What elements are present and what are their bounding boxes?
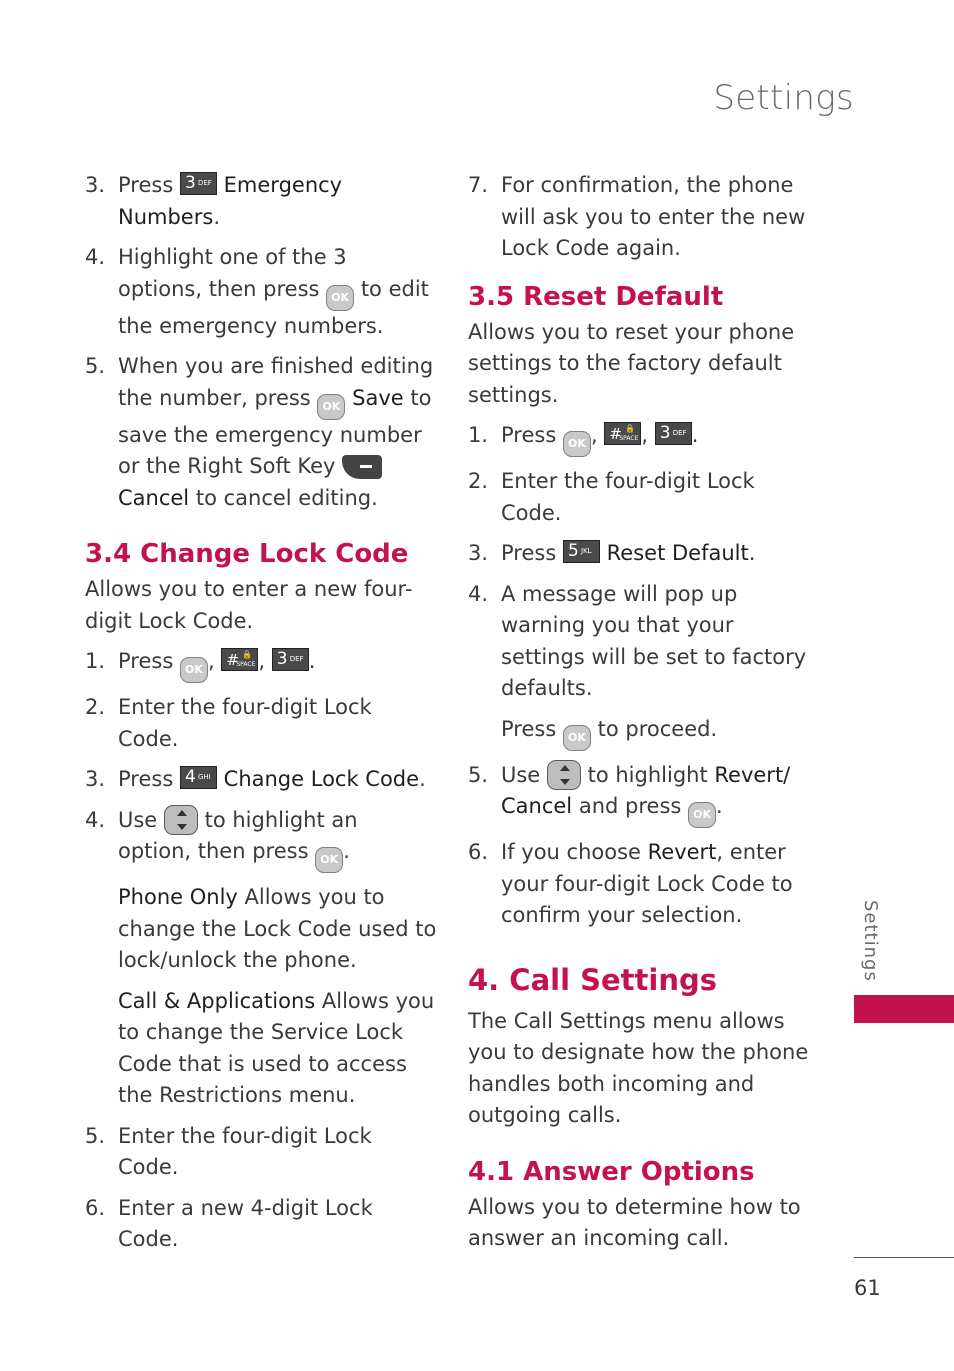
ok-key-icon: OK xyxy=(317,394,345,420)
list-item: 2. Enter the four-digit Lock Code. xyxy=(468,469,755,525)
list-item: 3. Press 5 JKL Reset Default. xyxy=(468,541,756,565)
left-column xyxy=(85,170,437,1265)
list-item: 2. Enter the four-digit Lock Code. xyxy=(85,695,372,751)
hash-key-icon: # 🔒 SPACE xyxy=(604,422,641,445)
ok-key-icon: OK xyxy=(563,725,591,751)
key-4-icon: 4 GHI xyxy=(180,766,217,789)
ok-key-icon: OK xyxy=(688,802,716,828)
page-number: 61 xyxy=(854,1276,881,1300)
footer-divider xyxy=(854,1257,954,1258)
section-intro: Allows you to reset your phone settings to the factory default settings. xyxy=(468,319,795,407)
list-item: 1. Press OK , # 🔒 SPACE , 3 DEF . xyxy=(468,420,820,457)
option-call-applications: Call & Applications Allows you to change the Service Lock Code that is used to access the Restrictions menu. xyxy=(118,988,435,1107)
key-3-icon: 3 DEF xyxy=(655,422,692,445)
ok-key-icon: OK xyxy=(180,657,208,683)
section-heading-3-5: 3.5 Reset Default xyxy=(468,281,724,312)
change-lock-steps-cont xyxy=(85,1121,437,1256)
hash-key-icon: # 🔒 SPACE xyxy=(221,648,258,671)
list-item: 4. Use to highlight an option, then press OK . xyxy=(85,805,437,874)
section-heading-4-1: 4.1 Answer Options xyxy=(468,1156,755,1187)
page-title: Settings xyxy=(713,78,854,118)
change-lock-steps xyxy=(85,646,437,873)
nav-key-icon xyxy=(164,805,198,835)
section-intro: Allows you to determine how to answer an incoming call. xyxy=(468,1194,801,1250)
reset-steps xyxy=(468,420,820,705)
list-item: 3. Press 4 GHI Change Lock Code. xyxy=(85,767,426,791)
key-3-icon: 3 DEF xyxy=(180,172,217,195)
option-phone-only: Phone Only Allows you to change the Lock Code used to lock/unlock the phone. xyxy=(118,885,437,972)
chapter-heading-4: 4. Call Settings xyxy=(468,962,718,997)
list-item: 5. When you are finished editing the number, press OK Save to save the emergency number or the Right Soft Key Cancel to cancel editing. xyxy=(85,354,434,510)
list-item: 7. For confirmation, the phone will ask you to enter the new Lock Code again. xyxy=(468,173,806,260)
side-tab-label: Settings xyxy=(860,900,881,982)
right-column xyxy=(468,170,820,1255)
section-heading-3-4: 3.4 Change Lock Code xyxy=(85,539,409,569)
ok-key-icon: OK xyxy=(315,847,343,873)
proceed-note: Press OK to proceed. xyxy=(468,714,820,751)
list-item: 4. A message will pop up warning you that your settings will be set to factory defaults. xyxy=(468,581,807,700)
nav-key-icon xyxy=(547,760,581,790)
right-soft-key-icon xyxy=(342,455,382,479)
ok-key-icon: OK xyxy=(326,285,354,311)
section-intro: Allows you to enter a new four-digit Lock Code. xyxy=(85,577,413,633)
list-item: 4. Highlight one of the 3 options, then press OK to edit the emergency numbers. xyxy=(85,245,429,338)
list-item: 3. Press 3 DEF Emergency Numbers. xyxy=(85,173,343,229)
emergency-steps xyxy=(85,170,437,514)
confirm-steps xyxy=(468,170,820,265)
side-tab-bar xyxy=(854,995,954,1023)
list-item: 5. Enter the four-digit Lock Code. xyxy=(85,1123,372,1179)
reset-steps-cont xyxy=(468,760,820,932)
list-item: 1. Press OK , # 🔒 SPACE , 3 DEF . xyxy=(85,646,437,683)
ok-key-icon: OK xyxy=(563,431,591,457)
list-item: 5. Use to highlight Revert/ Cancel and press OK . xyxy=(468,760,820,829)
key-3-icon: 3 DEF xyxy=(272,648,309,671)
key-5-icon: 5 JKL xyxy=(563,540,600,563)
list-item: 6. Enter a new 4-digit Lock Code. xyxy=(85,1195,373,1251)
chapter-intro: The Call Settings menu allows you to designate how the phone handles both incoming and outgoing calls. xyxy=(468,1008,809,1127)
list-item: 6. If you choose Revert, enter your four-digit Lock Code to confirm your selection. xyxy=(468,840,793,927)
